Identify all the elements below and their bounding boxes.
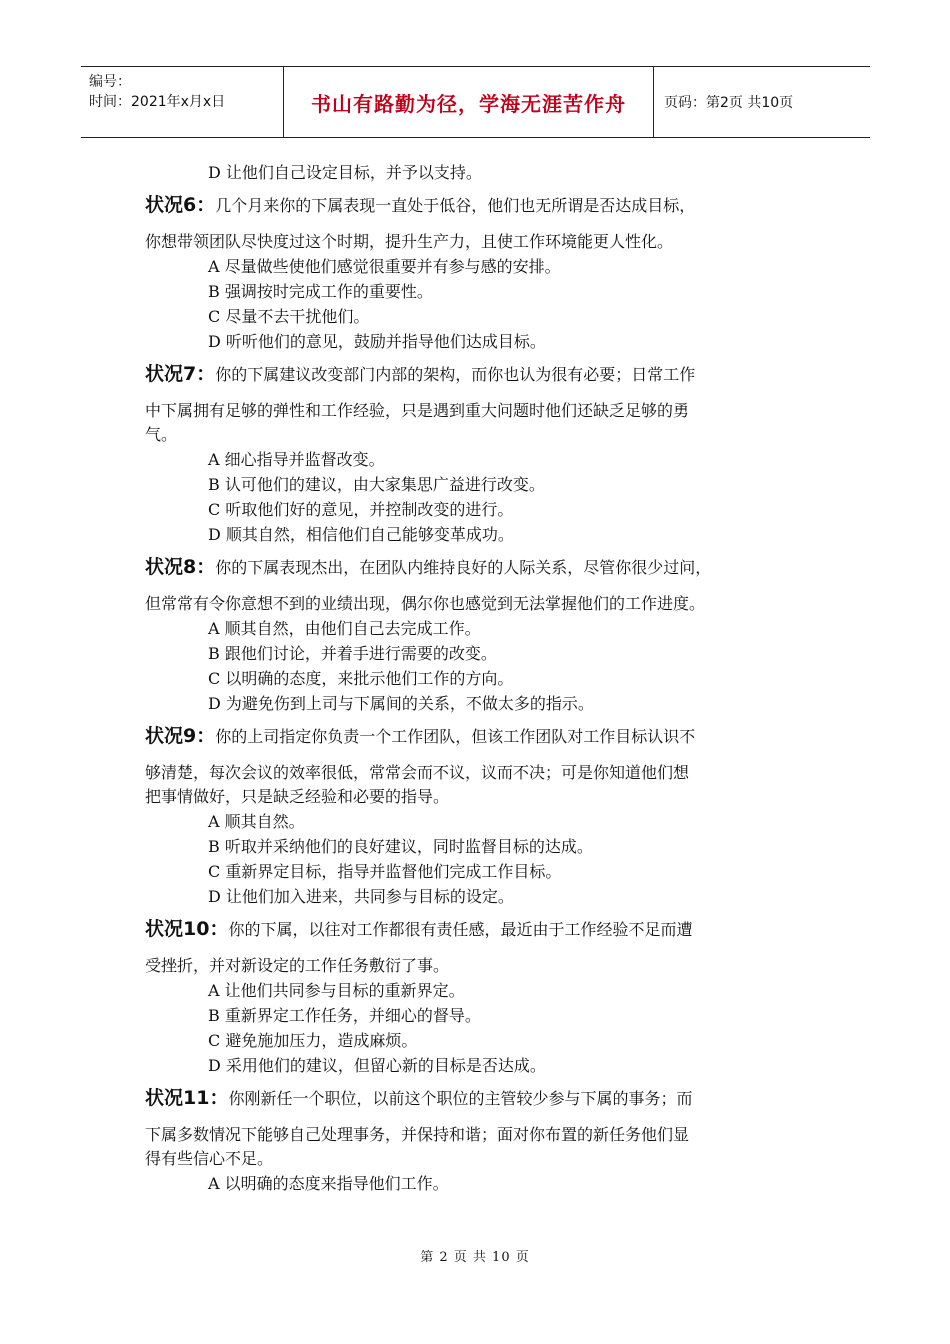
- situation-label: 状况8：: [145, 556, 216, 578]
- answer-option: B 强调按时完成工作的重要性。: [208, 282, 433, 301]
- situation-heading: [145, 1086, 815, 1111]
- situation-block: [145, 724, 815, 909]
- situation-label: 状况9：: [145, 725, 216, 747]
- situation-block: [145, 193, 815, 354]
- header-meta: [81, 67, 283, 137]
- answer-option: B 认可他们的建议，由大家集思广益进行改变。: [208, 475, 545, 494]
- page-header: [81, 66, 870, 138]
- situation-block: [145, 917, 815, 1078]
- situation-text-line: 你想带领团队尽快度过这个时期，提升生产力，且使工作环境能更人性化。: [145, 232, 674, 251]
- header-motto-cell: [283, 67, 654, 137]
- answer-option: B 跟他们讨论，并着手进行需要的改变。: [208, 644, 497, 663]
- situation-text-line: 够清楚，每次会议的效率很低，常常会而不议，议而不决；可是你知道他们想: [145, 763, 690, 782]
- answer-option: D 为避免伤到上司与下属间的关系，不做太多的指示。: [208, 694, 594, 713]
- situation-label: 状况10：: [145, 918, 229, 940]
- situation-continuation: [145, 954, 815, 978]
- situation-continuation: [145, 399, 815, 447]
- header-motto: 书山有路勤为径，学海无涯苦作舟: [311, 91, 626, 116]
- answer-option: C 重新界定目标，指导并监督他们完成工作目标。: [208, 862, 562, 881]
- answer-option: C 以明确的态度，来批示他们工作的方向。: [208, 669, 514, 688]
- situation-text-line: 但常常有令你意想不到的业绩出现，偶尔你也感觉到无法掌握他们的工作进度。: [145, 594, 706, 613]
- situation-list: [145, 193, 815, 1196]
- answer-option: C 避免施加压力，造成麻烦。: [208, 1031, 418, 1050]
- answer-option: C 听取他们好的意见，并控制改变的进行。: [208, 500, 514, 519]
- situation-text-line: 气。: [145, 425, 178, 444]
- lead-option: D 让他们自己设定目标，并予以支持。: [208, 163, 482, 182]
- situation-label: 状况7：: [145, 363, 216, 385]
- answer-option: D 采用他们的建议，但留心新的目标是否达成。: [208, 1056, 546, 1075]
- situation-heading: [145, 555, 815, 580]
- header-page-cell: [654, 67, 870, 137]
- situation-text: 你的下属建议改变部门内部的架构，而你也认为很有必要；日常工作: [215, 365, 696, 384]
- situation-label: 状况11：: [145, 1087, 229, 1109]
- answer-option: B 重新界定工作任务，并细心的督导。: [208, 1006, 481, 1025]
- situation-label: 状况6：: [145, 194, 216, 216]
- situation-continuation: [145, 761, 815, 809]
- answer-option: A 尽量做些使他们感觉很重要并有参与感的安排。: [208, 257, 561, 276]
- answer-option: D 听听他们的意见，鼓励并指导他们达成目标。: [208, 332, 546, 351]
- document-date: 时间：2021年x月x日: [89, 94, 226, 110]
- situation-block: [145, 362, 815, 547]
- situation-text: 你的下属表现杰出，在团队内维持良好的人际关系，尽管你很少过问，: [215, 558, 712, 577]
- situation-text-line: 下属多数情况下能够自己处理事务，并保持和谐；面对你布置的新任务他们显: [145, 1125, 690, 1144]
- header-page-info: 页码：第2页 共10页: [664, 95, 794, 111]
- situation-text: 几个月来你的下属表现一直处于低谷，他们也无所谓是否达成目标，: [215, 196, 696, 215]
- situation-text: 你刚新任一个职位，以前这个职位的主管较少参与下属的事务；而: [228, 1089, 693, 1108]
- answer-option: A 细心指导并监督改变。: [208, 450, 385, 469]
- document-body: [145, 150, 815, 1196]
- answer-option: B 听取并采纳他们的良好建议，同时监督目标的达成。: [208, 837, 593, 856]
- situation-heading: [145, 917, 815, 942]
- situation-heading: [145, 724, 815, 749]
- situation-continuation: [145, 1123, 815, 1171]
- answer-option: A 顺其自然。: [208, 812, 305, 831]
- answer-option: A 以明确的态度来指导他们工作。: [208, 1174, 449, 1193]
- answer-option: D 顺其自然，相信他们自己能够变革成功。: [208, 525, 514, 544]
- situation-continuation: [145, 230, 815, 254]
- situation-text: 你的下属，以往对工作都很有责任感，最近由于工作经验不足而遭: [228, 920, 693, 939]
- situation-text-line: 得有些信心不足。: [145, 1149, 274, 1168]
- situation-continuation: [145, 592, 815, 616]
- situation-block: [145, 555, 815, 716]
- answer-option: C 尽量不去干扰他们。: [208, 307, 370, 326]
- situation-text-line: 中下属拥有足够的弹性和工作经验，只是遇到重大问题时他们还缺乏足够的勇: [145, 401, 690, 420]
- situation-text: 你的上司指定你负责一个工作团队，但该工作团队对工作目标认识不: [215, 727, 696, 746]
- answer-option: A 让他们共同参与目标的重新界定。: [208, 981, 465, 1000]
- situation-text-line: 把事情做好，只是缺乏经验和必要的指导。: [145, 787, 450, 806]
- answer-option: A 顺其自然，由他们自己去完成工作。: [208, 619, 481, 638]
- situation-text-line: 受挫折，并对新设定的工作任务敷衍了事。: [145, 956, 450, 975]
- document-number: 编号：: [89, 74, 131, 90]
- situation-block: [145, 1086, 815, 1196]
- situation-heading: [145, 193, 815, 218]
- situation-heading: [145, 362, 815, 387]
- answer-option: D 让他们加入进来，共同参与目标的设定。: [208, 887, 514, 906]
- page-footer: 第 2 页 共 10 页: [420, 1250, 530, 1265]
